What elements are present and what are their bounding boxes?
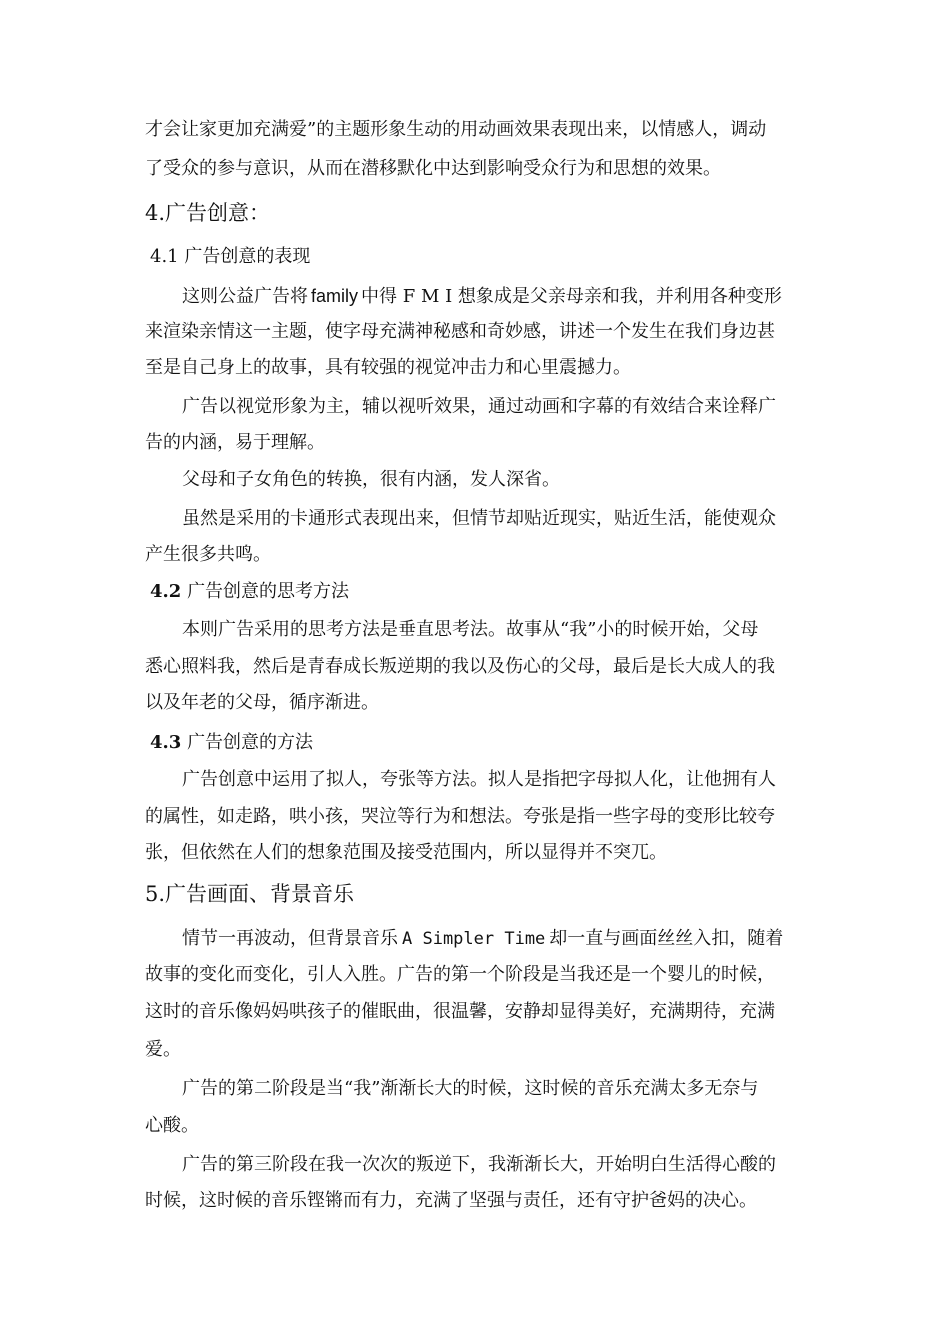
body-text-line: 的属性，如走路，哄小孩，哭泣等行为和想法。夸张是指一些字母的变形比较夸 — [145, 806, 775, 827]
body-text-line: 时候，这时候的音乐铿锵而有力，充满了坚强与责任，还有守护爸妈的决心。 — [145, 1190, 757, 1211]
body-text-line: 父母和子女角色的转换，很有内涵，发人深省。 — [182, 469, 560, 490]
text-span: 中得 F M I 想象成是父亲母亲和我，并利用各种变形 — [361, 286, 782, 307]
body-text-line: 虽然是采用的卡通形式表现出来，但情节却贴近现实，贴近生活，能使观众 — [182, 508, 776, 529]
subsection-title: 广告创意的思考方法 — [187, 581, 350, 602]
subsection-heading — [150, 731, 313, 755]
body-text-line: 告的内涵，易于理解。 — [145, 432, 325, 453]
song-title: A Simpler Time — [402, 929, 546, 949]
body-text-line: 心酸。 — [145, 1115, 199, 1136]
subsection-title: 广告创意的方法 — [187, 732, 314, 753]
body-text-line: 这时的音乐像妈妈哄孩子的催眠曲，很温馨，安静却显得美好，充满期待，充满 — [145, 1001, 775, 1022]
body-text-line: 产生很多共鸣。 — [145, 544, 271, 565]
body-text-line: 广告的第二阶段是当“我”渐渐长大的时候，这时候的音乐充满太多无奈与 — [182, 1078, 759, 1099]
subsection-heading: 4.1 广告创意的表现 — [150, 246, 311, 267]
text-span: 却一直与画面丝丝入扣，随着 — [549, 928, 784, 949]
body-text-line: 广告的第三阶段在我一次次的叛逆下，我渐渐长大，开始明白生活得心酸的 — [182, 1154, 776, 1175]
body-text-line: 悉心照料我，然后是青春成长叛逆期的我以及伤心的父母，最后是长大成人的我 — [145, 656, 775, 677]
body-text-line: 张，但依然在人们的想象范围及接受范围内，所以显得并不突兀。 — [145, 842, 667, 863]
body-text-line: 故事的变化而变化，引人入胜。广告的第一个阶段是当我还是一个婴儿的时候， — [145, 964, 775, 985]
body-text-line — [182, 284, 782, 309]
body-text-line: 广告以视觉形象为主，辅以视听效果，通过动画和字幕的有效结合来诠释广 — [182, 396, 776, 417]
body-text-line: 以及年老的父母，循序渐进。 — [145, 692, 379, 713]
body-text-line — [182, 927, 783, 951]
body-text-line: 来渲染亲情这一主题，使字母充满神秘感和奇妙感，讲述一个发生在我们身边甚 — [145, 321, 775, 342]
text-span: 情节一再波动，但背景音乐 — [182, 928, 398, 949]
body-text-line: 爱。 — [145, 1039, 181, 1060]
text-span: family — [311, 286, 359, 306]
subsection-heading — [150, 580, 349, 604]
body-text-line: 才会让家更加充满爱”的主题形象生动的用动画效果表现出来，以情感人，调动 — [145, 119, 767, 140]
body-text-line: 了受众的参与意识，从而在潜移默化中达到影响受众行为和思想的效果。 — [145, 158, 721, 179]
body-text-line: 至是自己身上的故事，具有较强的视觉冲击力和心里震撼力。 — [145, 357, 631, 378]
body-text-line: 本则广告采用的思考方法是垂直思考法。故事从“我”小的时候开始，父母 — [182, 619, 759, 640]
body-text-line: 广告创意中运用了拟人，夸张等方法。拟人是指把字母拟人化，让他拥有人 — [182, 769, 776, 790]
subsection-number: 4.2 — [150, 581, 182, 602]
section-heading: 4.广告创意： — [145, 201, 271, 225]
text-span: 这则公益广告将 — [182, 286, 308, 307]
section-heading: 5.广告画面、背景音乐 — [145, 882, 355, 906]
subsection-number: 4.3 — [150, 732, 182, 753]
